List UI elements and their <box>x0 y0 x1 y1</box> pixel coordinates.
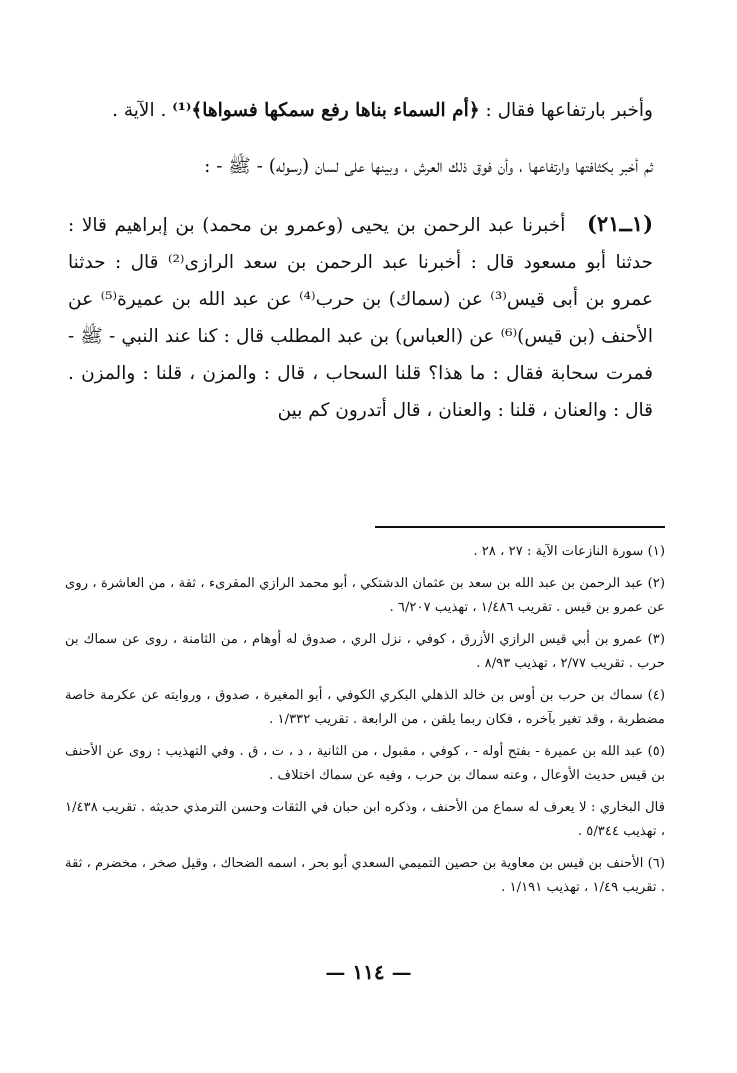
footnote-5: (٥) عبد الله بن عميرة - بفتح أوله - ، كوفي ، مقبول ، من الثانية ، د ، ت ، ق . وفي التهذيب : روى عن الأحنف بن قيس حديث الأوعال ، وعنه سماك بن حرب ، وفيه عن سماك اختلاف . <box>65 743 665 783</box>
quran-verse: ﴿أم السماء بناها رفع سمكها فسواها﴾⁽¹⁾ <box>172 100 480 121</box>
paragraph-verse <box>68 92 653 129</box>
hadith-paragraph <box>68 205 653 429</box>
footnote-3: (٣) عمرو بن أبي قيس الرازي الأزرق ، كوفي ، نزل الري ، صدوق له أوهام ، من الثامنة ، روى عن سماك بن حرب . تقريب ٢/٧٧ ، تهذيب ٨/٩٣ . <box>65 631 665 671</box>
paragraph-intro: ثم أخبر بكثافتها وارتفاعها ، وأن فوق ذلك العرش ، وبينها على لسان (رسوله) - ﷺ - : <box>204 156 653 177</box>
hadith-number: (١ــ٢١) <box>586 211 653 236</box>
footnote-divider <box>375 526 665 528</box>
page-number: — ١١٤ — <box>325 960 412 984</box>
verse-intro: وأخبر بارتفاعها فقال : <box>485 100 653 121</box>
verse-end: . الآية . <box>112 100 167 121</box>
footnote-4: (٤) سماك بن حرب بن أوس بن خالد الذهلي البكري الكوفي ، أبو المغيرة ، صدوق ، وروايته عن عكرمة خاصة مضطربة ، وقد تغير بآخره ، فكان ربما يلقن ، من الرابعة . تقريب ١/٣٣٢ . <box>65 687 665 727</box>
footnotes <box>65 540 665 901</box>
footnote-2: (٢) عبد الرحمن بن عبد الله بن سعد بن عثمان الدشتكي ، أبو محمد الرازي المقرىء ، ثقة ، من العاشرة ، روى عن عمرو بن قيس . تقريب ١/٤٨٦ ، تهذيب ٦/٢٠٧ . <box>65 575 665 615</box>
hadith-text: أخبرنا عبد الرحمن بن يحيى (وعمرو بن محمد) بن إبراهيم قالا : حدثنا أبو مسعود قال : أخبرنا عبد الرحمن بن سعد الرازى⁽²⁾ قال : حدثنا عمرو بن أبى قيس⁽³⁾ عن (سماك) بن حرب⁽⁴⁾ عن عبد الله بن عميرة⁽⁵⁾ عن الأحنف (بن قيس)⁽⁶⁾ عن (العباس) بن عبد المطلب قال : كنا عند النبي - ﷺ - فمرت سحابة فقال : ما هذا؟ قلنا السحاب ، قال : والمزن ، قلنا : والمزن . قال : والعنان ، قلنا : والعنان ، قال أتدرون كم بين <box>68 215 654 421</box>
main-text <box>68 92 653 429</box>
footnote-5-continued: قال البخاري : لا يعرف له سماع من الأحنف ، وذكره ابن حبان في الثقات وحسن الترمذي حديثه . تقريب ١/٤٣٨ ، تهذيب ٥/٣٤٤ . <box>65 799 665 839</box>
footnote-1: (١) سورة النازعات الآية : ٢٧ ، ٢٨ . <box>473 544 665 559</box>
footnote-6: (٦) الأحنف بن قيس بن معاوية بن حصين التميمي السعدي أبو بحر ، اسمه الضحاك ، وقيل صخر ، مخضرم ، ثقة . تقريب ١/٤٩ ، تهذيب ١/١٩١ . <box>65 855 665 895</box>
